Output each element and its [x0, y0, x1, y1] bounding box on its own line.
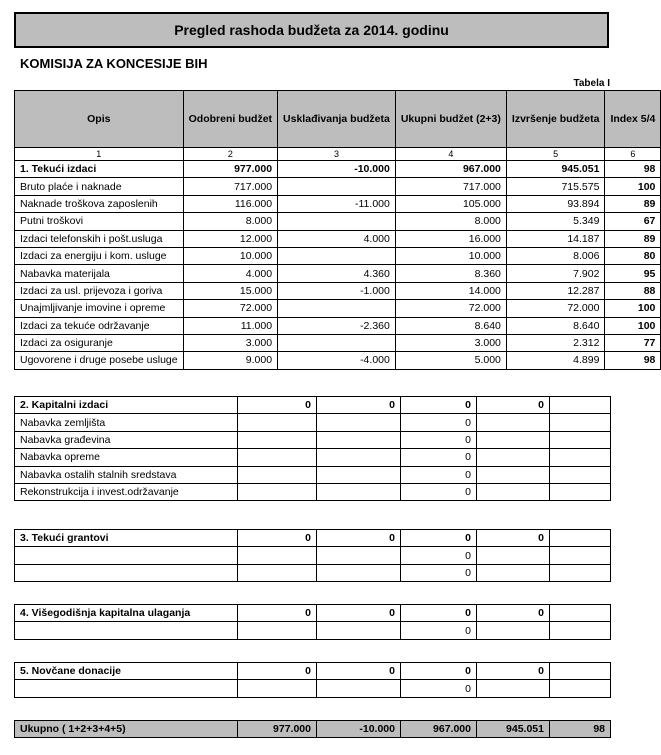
cell-odobreni: 3.000: [183, 334, 277, 351]
cell-izvrsenje: [477, 483, 550, 500]
cell-odobreni: 8.000: [183, 213, 277, 230]
section-header-row: [15, 161, 661, 178]
header-index: Index 5/4: [605, 91, 661, 148]
cell-index: 98: [605, 352, 661, 369]
cell-uskladivanja: -4.000: [278, 352, 396, 369]
cell-uskladivanja: 0: [317, 397, 401, 414]
total-index: 98: [550, 721, 611, 738]
cell-index: [550, 530, 611, 547]
cell-odobreni: [238, 431, 317, 448]
row-label: Nabavka zemljišta: [15, 414, 238, 431]
cell-index: [550, 564, 611, 581]
cell-uskladivanja: 4.000: [278, 230, 396, 247]
total-label: Ukupno ( 1+2+3+4+5): [15, 721, 238, 738]
cell-index: [550, 466, 611, 483]
row-label: Izdaci za usl. prijevoza i goriva: [15, 282, 184, 299]
cell-izvrsenje: 2.312: [506, 334, 605, 351]
cell-odobreni: [238, 622, 317, 639]
cell-uskladivanja: [317, 414, 401, 431]
header-ukupni: Ukupni budžet (2+3): [395, 91, 506, 148]
row-label: Nabavka opreme: [15, 449, 238, 466]
column-number: 5: [506, 148, 605, 161]
cell-uskladivanja: -10.000: [278, 161, 396, 178]
budget-table-section-2: [14, 396, 611, 501]
table-row: [15, 334, 661, 351]
row-label: Nabavka materijala: [15, 265, 184, 282]
table-header-row: [15, 91, 661, 148]
cell-index: 100: [605, 178, 661, 195]
cell-uskladivanja: [317, 483, 401, 500]
cell-uskladivanja: -1.000: [278, 282, 396, 299]
table-row: [15, 680, 611, 697]
row-label: Unajmljivanje imovine i opreme: [15, 300, 184, 317]
section-header-row: [15, 530, 611, 547]
column-number: 6: [605, 148, 661, 161]
table-row: [15, 449, 611, 466]
row-label: [15, 622, 238, 639]
cell-izvrsenje: 0: [477, 605, 550, 622]
section-header-row: [15, 397, 611, 414]
cell-ukupni: 14.000: [395, 282, 506, 299]
cell-ukupni: 0: [401, 431, 477, 448]
budget-table-section-5: [14, 662, 611, 698]
cell-index: [550, 680, 611, 697]
cell-izvrsenje: 0: [477, 397, 550, 414]
total-row: [15, 721, 611, 738]
table-row: [15, 622, 611, 639]
cell-izvrsenje: [477, 414, 550, 431]
cell-index: [550, 483, 611, 500]
table-row: [15, 282, 661, 299]
row-label: Bruto plaće i naknade: [15, 178, 184, 195]
cell-uskladivanja: [278, 178, 396, 195]
cell-uskladivanja: [317, 680, 401, 697]
budget-table-section-4: [14, 604, 611, 640]
total-odobreni: 977.000: [238, 721, 317, 738]
table-row: [15, 547, 611, 564]
cell-odobreni: 116.000: [183, 195, 277, 212]
cell-izvrsenje: [477, 431, 550, 448]
row-label: Izdaci telefonskih i pošt.usluga: [15, 230, 184, 247]
cell-index: 100: [605, 317, 661, 334]
cell-ukupni: 717.000: [395, 178, 506, 195]
cell-izvrsenje: 72.000: [506, 300, 605, 317]
cell-index: 80: [605, 247, 661, 264]
cell-uskladivanja: [278, 247, 396, 264]
cell-ukupni: 105.000: [395, 195, 506, 212]
row-label: 1. Tekući izdaci: [15, 161, 184, 178]
cell-ukupni: 0: [401, 530, 477, 547]
row-label: Izdaci za tekuće održavanje: [15, 317, 184, 334]
cell-uskladivanja: [317, 622, 401, 639]
total-izvrsenje: 945.051: [477, 721, 550, 738]
cell-ukupni: 3.000: [395, 334, 506, 351]
cell-izvrsenje: 12.287: [506, 282, 605, 299]
cell-izvrsenje: 7.902: [506, 265, 605, 282]
cell-uskladivanja: [317, 449, 401, 466]
cell-index: 89: [605, 195, 661, 212]
cell-izvrsenje: [477, 680, 550, 697]
cell-odobreni: [238, 680, 317, 697]
cell-uskladivanja: 0: [317, 605, 401, 622]
cell-uskladivanja: 0: [317, 530, 401, 547]
table-row: [15, 352, 661, 369]
table-row: [15, 317, 661, 334]
cell-ukupni: 8.000: [395, 213, 506, 230]
row-label: 5. Novčane donacije: [15, 663, 238, 680]
table-row: [15, 466, 611, 483]
cell-index: [550, 431, 611, 448]
cell-ukupni: 8.640: [395, 317, 506, 334]
cell-ukupni: 0: [401, 622, 477, 639]
cell-ukupni: 0: [401, 663, 477, 680]
cell-uskladivanja: -2.360: [278, 317, 396, 334]
cell-uskladivanja: [278, 300, 396, 317]
cell-odobreni: 0: [238, 663, 317, 680]
total-uskladivanja: -10.000: [317, 721, 401, 738]
column-number: 2: [183, 148, 277, 161]
cell-uskladivanja: [317, 431, 401, 448]
cell-odobreni: 15.000: [183, 282, 277, 299]
total-ukupni: 967.000: [401, 721, 477, 738]
cell-ukupni: 16.000: [395, 230, 506, 247]
cell-ukupni: 967.000: [395, 161, 506, 178]
cell-odobreni: 717.000: [183, 178, 277, 195]
cell-odobreni: 0: [238, 397, 317, 414]
header-opis: Opis: [15, 91, 184, 148]
cell-index: 88: [605, 282, 661, 299]
row-label: Nabavka građevina: [15, 431, 238, 448]
cell-index: 67: [605, 213, 661, 230]
cell-izvrsenje: 715.575: [506, 178, 605, 195]
cell-ukupni: 0: [401, 605, 477, 622]
table-row: [15, 195, 661, 212]
cell-odobreni: 977.000: [183, 161, 277, 178]
cell-uskladivanja: [317, 564, 401, 581]
cell-odobreni: 0: [238, 530, 317, 547]
cell-odobreni: [238, 414, 317, 431]
header-izvrsenje: Izvršenje budžeta: [506, 91, 605, 148]
cell-ukupni: 5.000: [395, 352, 506, 369]
cell-index: 77: [605, 334, 661, 351]
row-label: 2. Kapitalni izdaci: [15, 397, 238, 414]
column-number: 1: [15, 148, 184, 161]
cell-odobreni: 0: [238, 605, 317, 622]
table-row: [15, 213, 661, 230]
table-row: [15, 431, 611, 448]
column-number-row: [15, 148, 661, 161]
cell-izvrsenje: 945.051: [506, 161, 605, 178]
cell-odobreni: [238, 547, 317, 564]
cell-ukupni: 72.000: [395, 300, 506, 317]
cell-index: [550, 414, 611, 431]
cell-odobreni: [238, 466, 317, 483]
row-label: Naknade troškova zaposlenih: [15, 195, 184, 212]
table-row: [15, 483, 611, 500]
cell-uskladivanja: 0: [317, 663, 401, 680]
report-title: [14, 12, 609, 48]
cell-index: 95: [605, 265, 661, 282]
cell-index: [550, 547, 611, 564]
row-label: [15, 564, 238, 581]
row-label: Putni troškovi: [15, 213, 184, 230]
row-label: Ugovorene i druge posebe usluge: [15, 352, 184, 369]
cell-izvrsenje: [477, 564, 550, 581]
report-title-text: Pregled rashoda budžeta za 2014. godinu: [174, 22, 449, 38]
cell-ukupni: 0: [401, 449, 477, 466]
organization-name: KOMISIJA ZA KONCESIJE BIH: [20, 56, 208, 71]
cell-odobreni: 10.000: [183, 247, 277, 264]
cell-ukupni: 0: [401, 680, 477, 697]
header-odobreni: Odobreni budžet: [183, 91, 277, 148]
cell-uskladivanja: [317, 547, 401, 564]
cell-odobreni: 72.000: [183, 300, 277, 317]
cell-odobreni: 4.000: [183, 265, 277, 282]
row-label: 3. Tekući grantovi: [15, 530, 238, 547]
cell-uskladivanja: 4.360: [278, 265, 396, 282]
table-row: [15, 247, 661, 264]
cell-izvrsenje: 8.640: [506, 317, 605, 334]
row-label: [15, 547, 238, 564]
cell-ukupni: 0: [401, 414, 477, 431]
cell-index: [550, 397, 611, 414]
column-number: 3: [278, 148, 396, 161]
table-label: Tabela I: [573, 78, 610, 89]
cell-uskladivanja: [317, 466, 401, 483]
cell-izvrsenje: [477, 466, 550, 483]
row-label: [15, 680, 238, 697]
cell-izvrsenje: [477, 547, 550, 564]
cell-index: [550, 449, 611, 466]
column-number: 4: [395, 148, 506, 161]
cell-odobreni: [238, 449, 317, 466]
cell-index: [550, 605, 611, 622]
table-row: [15, 230, 661, 247]
cell-izvrsenje: [477, 449, 550, 466]
cell-izvrsenje: 0: [477, 530, 550, 547]
cell-izvrsenje: [477, 622, 550, 639]
cell-ukupni: 0: [401, 466, 477, 483]
cell-izvrsenje: 93.894: [506, 195, 605, 212]
cell-uskladivanja: [278, 334, 396, 351]
cell-index: 89: [605, 230, 661, 247]
cell-ukupni: 0: [401, 397, 477, 414]
cell-index: 100: [605, 300, 661, 317]
cell-odobreni: [238, 564, 317, 581]
table-row: [15, 564, 611, 581]
section-header-row: [15, 663, 611, 680]
cell-index: [550, 663, 611, 680]
row-label: Izdaci za energiju i kom. usluge: [15, 247, 184, 264]
budget-table-main: [14, 90, 661, 370]
cell-odobreni: [238, 483, 317, 500]
cell-ukupni: 0: [401, 483, 477, 500]
cell-izvrsenje: 8.006: [506, 247, 605, 264]
cell-uskladivanja: [278, 213, 396, 230]
cell-izvrsenje: 0: [477, 663, 550, 680]
row-label: Rekonstrukcija i invest.održavanje: [15, 483, 238, 500]
header-uskladivanja: Usklađivanja budžeta: [278, 91, 396, 148]
cell-ukupni: 0: [401, 547, 477, 564]
cell-izvrsenje: 14.187: [506, 230, 605, 247]
cell-index: 98: [605, 161, 661, 178]
cell-ukupni: 0: [401, 564, 477, 581]
budget-table-total: [14, 720, 611, 738]
cell-odobreni: 12.000: [183, 230, 277, 247]
cell-index: [550, 622, 611, 639]
cell-ukupni: 8.360: [395, 265, 506, 282]
cell-uskladivanja: -11.000: [278, 195, 396, 212]
cell-izvrsenje: 5.349: [506, 213, 605, 230]
table-row: [15, 414, 611, 431]
table-row: [15, 300, 661, 317]
cell-odobreni: 9.000: [183, 352, 277, 369]
cell-ukupni: 10.000: [395, 247, 506, 264]
row-label: Izdaci za osiguranje: [15, 334, 184, 351]
budget-table-section-3: [14, 529, 611, 582]
cell-izvrsenje: 4.899: [506, 352, 605, 369]
table-row: [15, 178, 661, 195]
row-label: Nabavka ostalih stalnih sredstava: [15, 466, 238, 483]
section-header-row: [15, 605, 611, 622]
row-label: 4. Višegodišnja kapitalna ulaganja: [15, 605, 238, 622]
table-row: [15, 265, 661, 282]
cell-odobreni: 11.000: [183, 317, 277, 334]
